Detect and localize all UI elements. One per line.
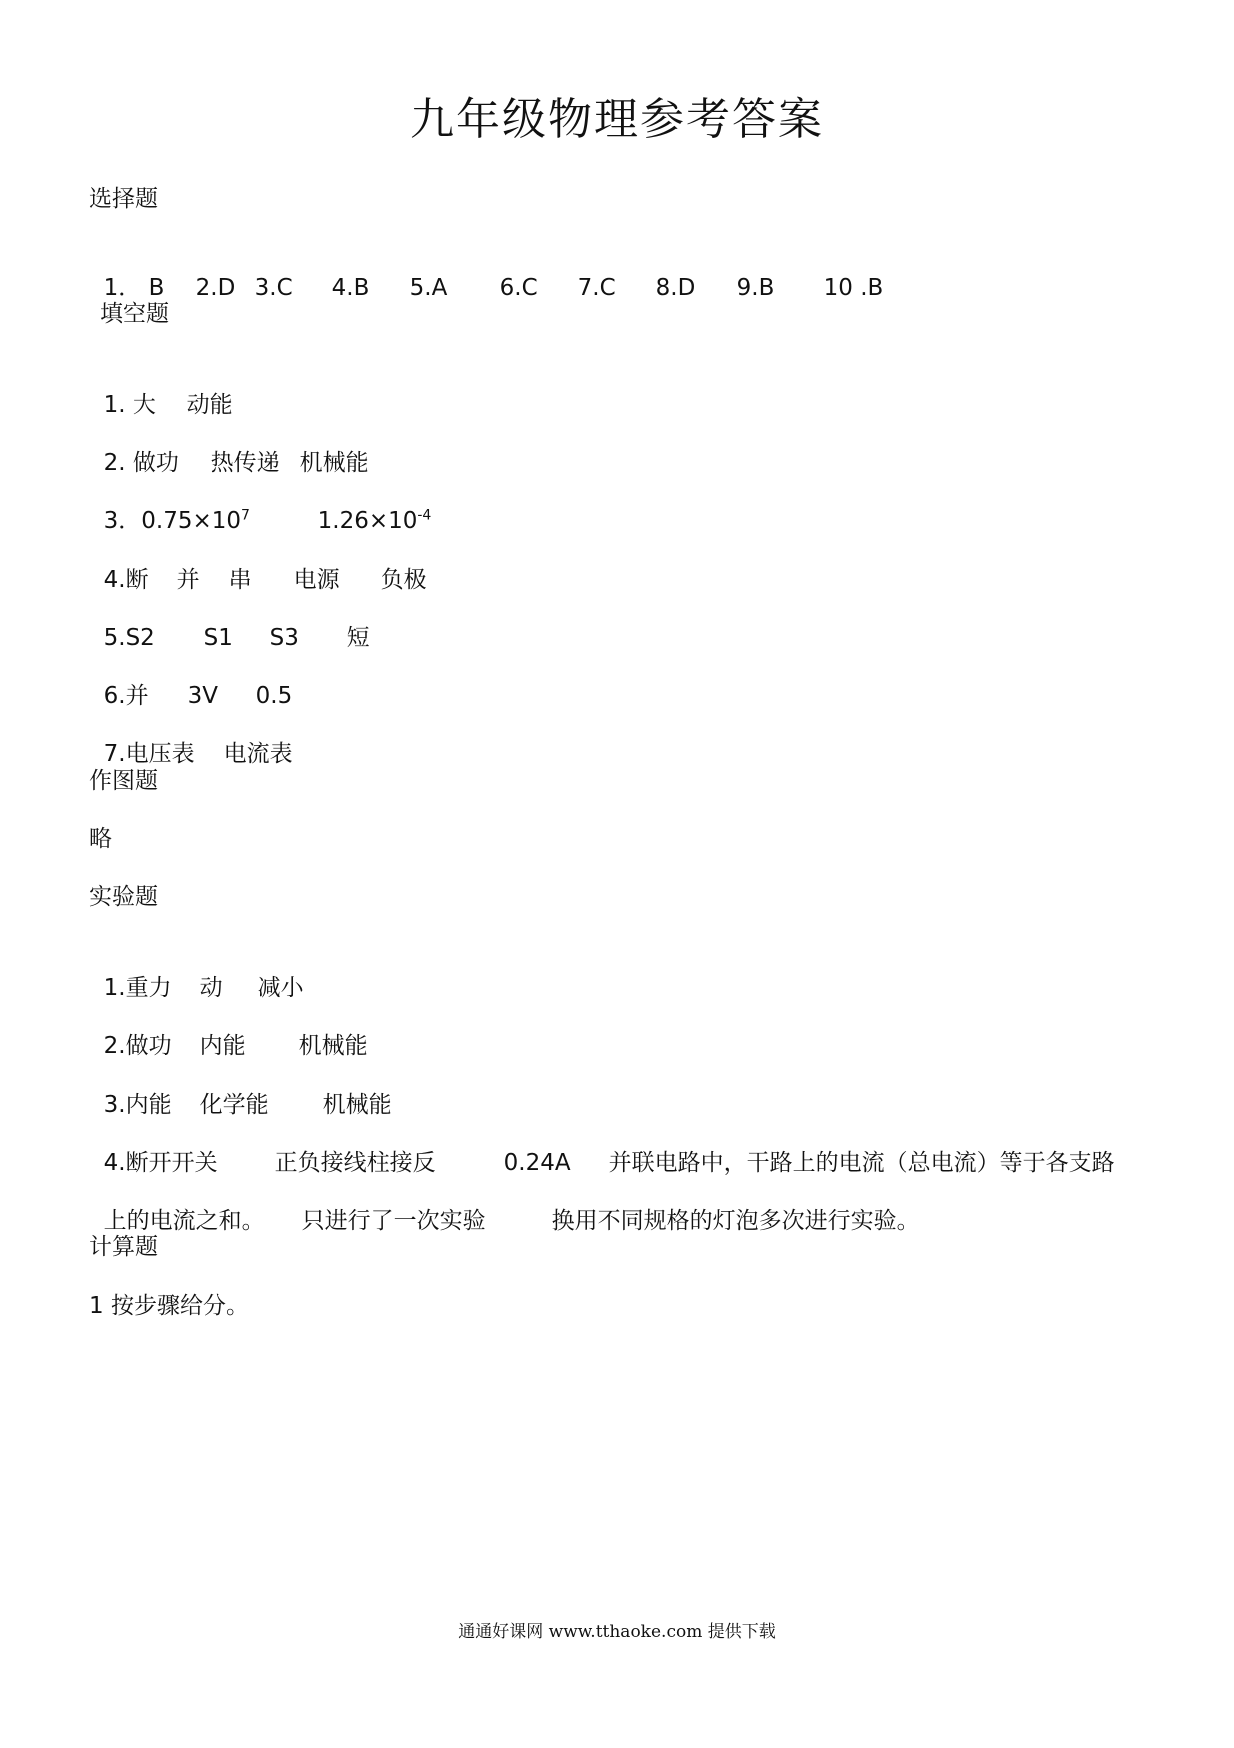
section-heading-fill: 填空题: [100, 301, 169, 327]
fill-line-3: [89, 473, 431, 537]
choice-answer: 6.C: [499, 275, 538, 301]
answer-item: 2.做功: [103, 1033, 172, 1059]
answer-item: 2. 做功: [103, 450, 179, 476]
answer-item: 负极: [380, 567, 427, 593]
footer-source: 通通好课网 www.tthaoke.com 提供下载: [458, 1622, 776, 1642]
answer-value: 1.26×10: [317, 508, 418, 534]
drawing-answer: 略: [89, 826, 112, 852]
experiment-line-1: [89, 940, 304, 1004]
choice-answer: 8.D: [655, 275, 696, 301]
answer-item: 只进行了一次实验: [301, 1208, 486, 1234]
answer-item: 3.内能: [103, 1092, 172, 1118]
answer-item: 动: [199, 975, 223, 1001]
experiment-line-3: [89, 1057, 392, 1121]
answer-item: 机械能: [322, 1092, 392, 1118]
answer-item: 换用不同规格的灯泡多次进行实验。: [551, 1208, 920, 1234]
answer-value: 3．0.75×10: [103, 508, 242, 534]
answer-item: 机械能: [298, 1033, 368, 1059]
fill-line-7: [89, 706, 293, 770]
experiment-line-5: [89, 1173, 920, 1237]
answer-item: 化学能: [199, 1092, 269, 1118]
answer-item: 并: [176, 567, 200, 593]
fill-line-5: [89, 590, 370, 654]
answer-item: 电流表: [223, 741, 293, 767]
section-heading-drawing: 作图题: [89, 768, 158, 794]
choice-answer: 3.C: [254, 275, 293, 301]
choice-answer: 7.C: [577, 275, 616, 301]
section-heading-experiment: 实验题: [89, 884, 158, 910]
fill-line-6: [89, 648, 292, 712]
fill-line-1: [89, 357, 233, 421]
answer-item: 4.断开开关: [103, 1150, 218, 1176]
answer-item: 减小: [257, 975, 304, 1001]
exponent: -4: [417, 507, 432, 524]
answer-item: 0.24A: [503, 1150, 571, 1176]
choice-answer: 10 .B: [823, 275, 884, 301]
answer-item: 并联电路中，干路上的电流（总电流）等于各支路: [608, 1150, 1115, 1176]
answer-item: 5.S2: [103, 625, 155, 651]
choice-answer: 9.B: [736, 275, 775, 301]
answer-item: 7.电压表: [103, 741, 195, 767]
answer-item: 热传递: [210, 450, 280, 476]
answer-item: 正负接线柱接反: [274, 1150, 436, 1176]
answer-item: 6.并: [103, 683, 149, 709]
answer-item: S3: [269, 625, 299, 651]
answer-item: 电源: [293, 567, 340, 593]
answer-item: 上的电流之和。: [103, 1208, 265, 1234]
answer-item: 0.5: [255, 683, 293, 709]
answer-item: 1. 大: [103, 392, 156, 418]
answer-item: 1.重力: [103, 975, 172, 1001]
answer-item: 内能: [199, 1033, 246, 1059]
fill-line-4: [89, 532, 427, 596]
experiment-line-2: [89, 998, 368, 1062]
choice-answers: [89, 240, 883, 304]
exponent: 7: [241, 507, 250, 524]
answer-item: 短: [346, 625, 370, 651]
experiment-line-4: [89, 1115, 1115, 1179]
choice-answer: 1． B: [103, 275, 165, 301]
choice-answer: 2.D: [195, 275, 236, 301]
answer-item: 4.断: [103, 567, 149, 593]
section-heading-choice: 选择题: [89, 186, 158, 212]
calc-answer: 1 按步骤给分。: [89, 1293, 249, 1319]
answer-item: 动能: [186, 392, 233, 418]
fill-line-2: [89, 415, 369, 479]
answer-item: S1: [203, 625, 233, 651]
section-heading-calc: 计算题: [89, 1234, 158, 1260]
choice-answer: 4.B: [331, 275, 370, 301]
answer-item: 串: [228, 567, 252, 593]
answer-item: 3V: [187, 683, 218, 709]
page-title: 九年级物理参考答案: [410, 94, 824, 145]
answer-item: 机械能: [299, 450, 369, 476]
choice-answer: 5.A: [409, 275, 448, 301]
